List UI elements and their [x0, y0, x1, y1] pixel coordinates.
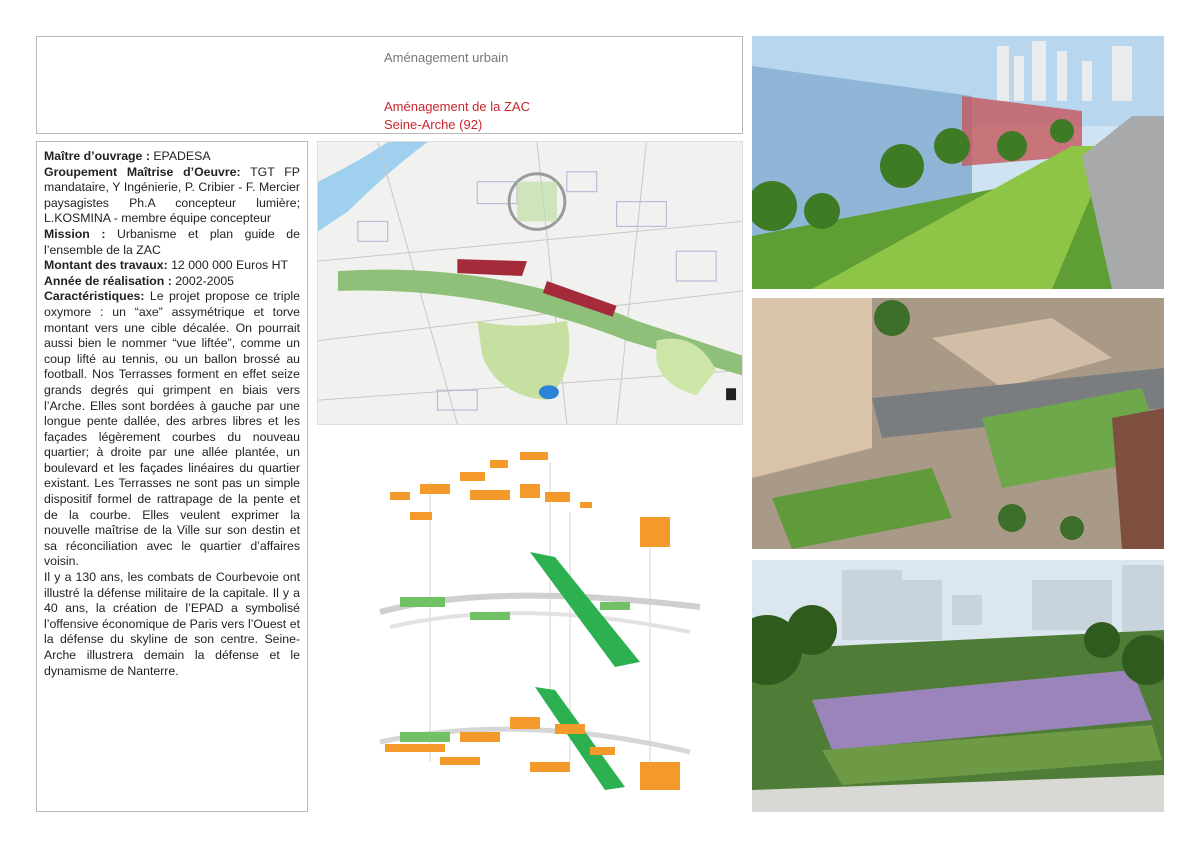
caracteristiques-value: Le projet propose ce triple oxymore : un “axe” assymétrique et torve montant vers une cible décalée. On pourrait aussi bien le nommer “vue liftée”, comme un coup lifté au tennis, ou un ballon brossé au football. Nos Terrasses forment en effet seize grands degrés qui grimpent en biais vers l’Arche. Elles sont bordées à gauche par une longue pente dallée, des arbres libres et les façades légèrement courbes du nouveau quartier; à droite par une allée plantée, un boulevard et les façades linéaires du quartier existant. Les Terrasses ne sont pas un simple dispositif formel de rattrapage de la pente et de la courbe. Elles veulent exprimer la nouvelle maîtrise de la Ville sur son destin et sa réconciliation avec le quartier d’affaires voisin. [44, 289, 300, 569]
header-box [36, 36, 743, 134]
montant [44, 258, 300, 274]
annee-value: 2002-2005 [175, 273, 235, 288]
rendering-terraces-street [752, 36, 1164, 289]
montant-label: Montant des travaux: [44, 258, 168, 273]
groupement-label: Groupement Maîtrise d’Oeuvre: [44, 164, 241, 179]
rendering-terraces-gardens [752, 560, 1164, 812]
mission-label: Mission : [44, 226, 106, 241]
rendering-aerial-view [752, 298, 1164, 549]
project-title-line-2: Seine-Arche (92) [384, 117, 483, 132]
caracteristiques-label: Caractéristiques: [44, 289, 145, 304]
groupement [44, 165, 300, 227]
project-title-line-1: Aménagement de la ZAC [384, 99, 530, 114]
section-kicker: Aménagement urbain [384, 50, 509, 65]
maitre-ouvrage-label: Maître d’ouvrage : [44, 149, 150, 163]
axonometric-layers-image [370, 432, 710, 812]
mission [44, 227, 300, 258]
maitre-ouvrage-value: EPADESA [153, 149, 211, 163]
caracteristiques [44, 289, 300, 570]
project-description [36, 141, 308, 812]
groupement-value: TGT FP mandataire, Y Ingénierie, P. Cribier - F. Mercier paysagistes Ph.A concepteur lumière; L.KOSMINA - membre équipe concepteur [44, 164, 301, 226]
history-paragraph: Il y a 130 ans, les combats de Courbevoie ont illustré la défense militaire de la capitale. Il y a 40 ans, la création de l’EPAD a symbolisé l’offensive économique de Paris vers l’Ouest et la défense du skyline de son centre. Seine-Arche illustrera demain la défense et le dynamisme de Nanterre. [44, 570, 300, 678]
annee [44, 274, 300, 290]
master-plan-image [317, 141, 743, 425]
annee-label: Année de réalisation : [44, 273, 172, 288]
montant-value: 12 000 000 Euros HT [171, 258, 288, 273]
mission-value: Urbanisme et plan guide de l’ensemble de la ZAC [44, 226, 300, 257]
maitre-ouvrage [44, 149, 300, 165]
